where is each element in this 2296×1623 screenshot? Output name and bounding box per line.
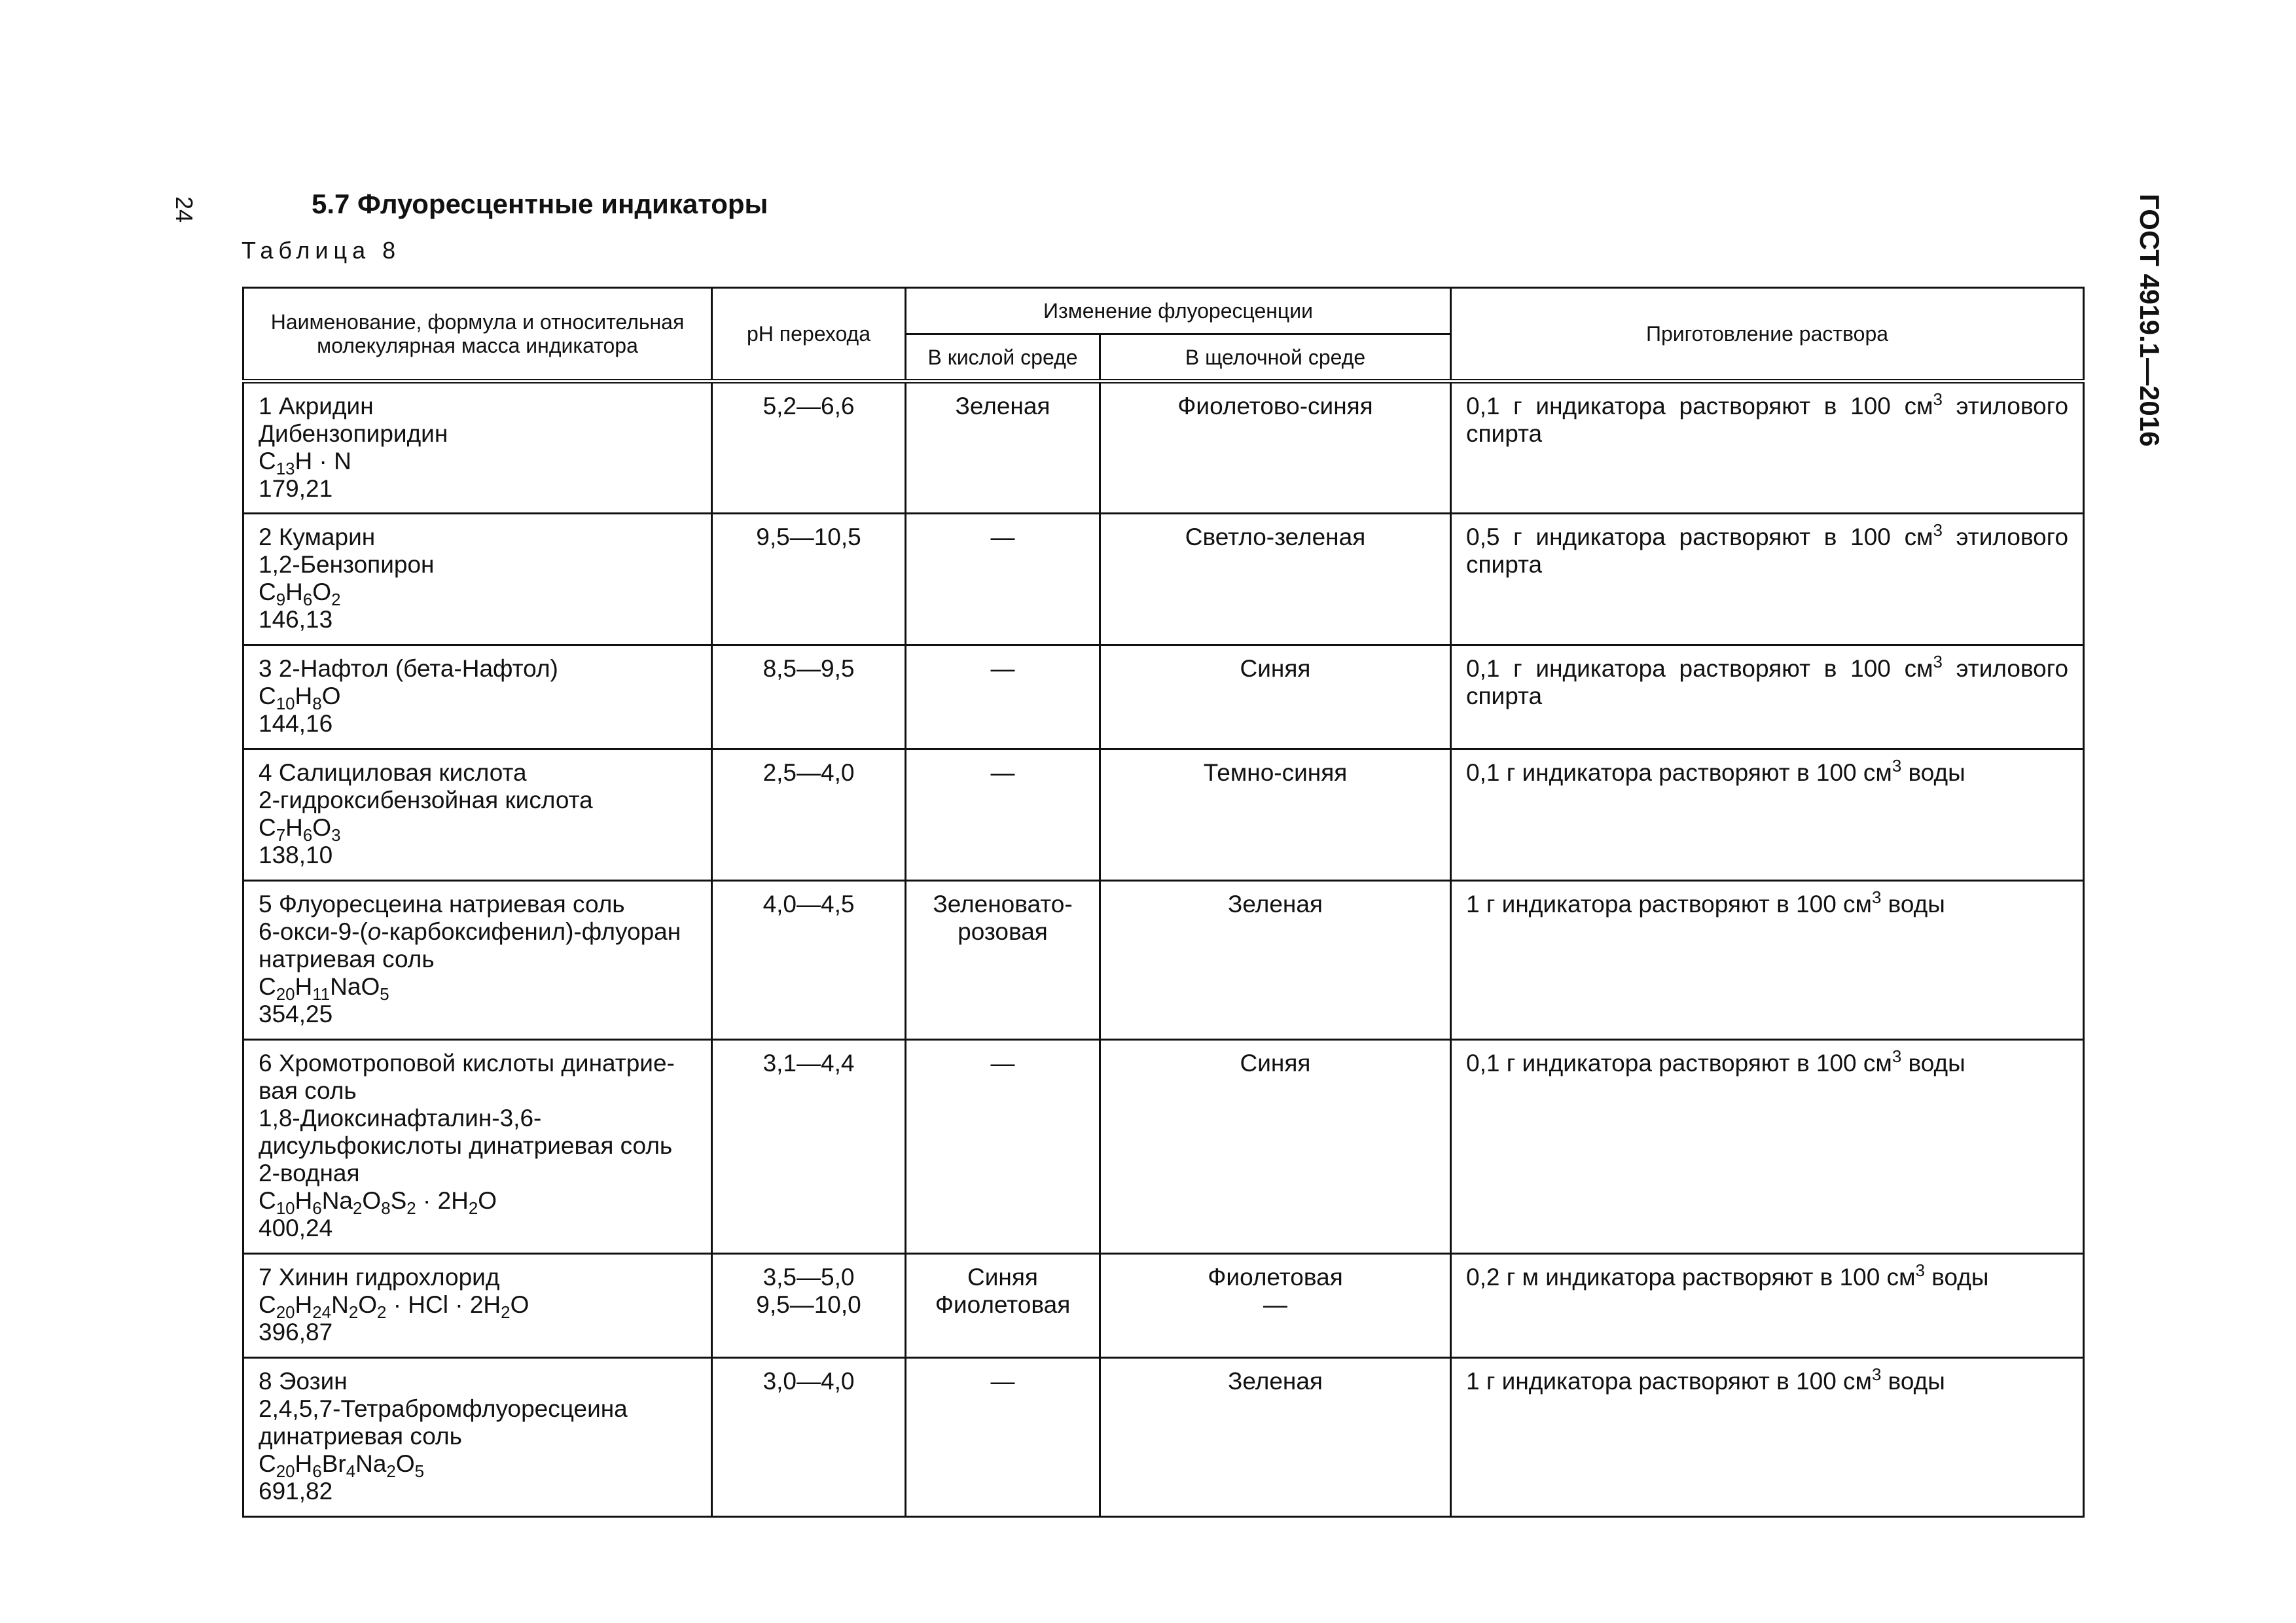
acid-cell: — bbox=[906, 749, 1100, 881]
indicator-formula: $C_{20}H_{24}N_2O_2$ · HCl · $2H_2O$ bbox=[259, 1291, 529, 1322]
indicator-formula: $C_{20}H_{11}NaO_5$ bbox=[259, 973, 389, 1004]
header-preparation: Приготовление раствора bbox=[1451, 288, 2084, 382]
indicator-synonym: натриевая соль bbox=[259, 946, 435, 972]
table-row bbox=[243, 382, 2084, 514]
preparation-cell: 0,1 г индикатора растворяют в 100 $см^3$ воды bbox=[1451, 749, 2084, 881]
acid-cell: — bbox=[906, 1358, 1100, 1517]
indicators-table bbox=[242, 287, 2085, 1518]
indicator-mass: 144,16 bbox=[259, 710, 333, 737]
alkaline-cell: Зеленая bbox=[1100, 881, 1451, 1040]
ph-cell: 5,2—6,6 bbox=[712, 382, 906, 514]
page-number: 24 bbox=[171, 196, 198, 223]
indicator-name-cell bbox=[243, 749, 712, 881]
table-caption: Таблица 8 bbox=[242, 237, 401, 264]
alkaline-cell: Синяя bbox=[1100, 645, 1451, 749]
acid-cell: Синяя Фиолетовая bbox=[906, 1254, 1100, 1358]
indicator-mass: 354,25 bbox=[259, 1001, 333, 1027]
ph-cell: 2,5—4,0 bbox=[712, 749, 906, 881]
indicator-name: 2 Кумарин bbox=[259, 524, 376, 550]
indicator-name-cell bbox=[243, 645, 712, 749]
indicator-formula: $C_{10}H_6Na_2O_8S_2 \cdot 2H_2O$ bbox=[259, 1187, 497, 1218]
indicator-synonym: 2-гидроксибензойная кислота bbox=[259, 787, 593, 813]
table-row bbox=[243, 645, 2084, 749]
indicator-mass: 146,13 bbox=[259, 606, 333, 633]
indicator-synonym: 2-водная bbox=[259, 1160, 360, 1186]
indicator-synonym: 1,8-Диоксинафталин-3,6- bbox=[259, 1105, 542, 1132]
ph-cell: 3,0—4,0 bbox=[712, 1358, 906, 1517]
indicator-formula: $C_7H_6O_3$ bbox=[259, 814, 341, 845]
indicator-name: 4 Салициловая кислота bbox=[259, 759, 527, 786]
acid-cell: — bbox=[906, 645, 1100, 749]
indicator-mass: 396,87 bbox=[259, 1319, 333, 1346]
ph-cell: 3,5—5,0 9,5—10,0 bbox=[712, 1254, 906, 1358]
document-code: ГОСТ 4919.1—2016 bbox=[2134, 194, 2165, 447]
indicator-name: 7 Хинин гидрохлорид bbox=[259, 1264, 500, 1291]
alkaline-cell: Фиолетово-синяя bbox=[1100, 382, 1451, 514]
indicator-name: 8 Эозин bbox=[259, 1368, 348, 1395]
section-title: 5.7 Флуоресцентные индикаторы bbox=[312, 188, 768, 219]
indicator-name-cell bbox=[243, 881, 712, 1040]
indicator-name-cell bbox=[243, 382, 712, 514]
indicator-name-cell bbox=[243, 1254, 712, 1358]
acid-cell: Зеленовато- розовая bbox=[906, 881, 1100, 1040]
indicator-name: 3 2-Нафтол (бета-Нафтол) bbox=[259, 655, 558, 682]
indicator-formula: $C_{10}H_8O$ bbox=[259, 683, 341, 713]
acid-cell: — bbox=[906, 514, 1100, 645]
table-row bbox=[243, 881, 2084, 1040]
header-ph: pH перехода bbox=[712, 288, 906, 382]
preparation-cell: 0,1 г индикатора растворяют в 100 $см^3$ воды bbox=[1451, 1040, 2084, 1254]
indicator-synonym: 6-окси-9-(о-карбоксифенил)-флуоран bbox=[259, 918, 681, 945]
table-row bbox=[243, 1358, 2084, 1517]
table-row bbox=[243, 1040, 2084, 1254]
ph-cell: 3,1—4,4 bbox=[712, 1040, 906, 1254]
indicator-formula: $C_{20}H_6Br_4Na_2O_5$ bbox=[259, 1450, 424, 1481]
indicator-name-cell bbox=[243, 1040, 712, 1254]
indicator-formula: $C_9H_6O_2$ bbox=[259, 579, 341, 609]
indicator-mass: 691,82 bbox=[259, 1478, 333, 1505]
indicator-name-cell bbox=[243, 514, 712, 645]
alkaline-cell: Светло-зеленая bbox=[1100, 514, 1451, 645]
header-acid: В кислой среде bbox=[906, 334, 1100, 382]
acid-cell: Зеленая bbox=[906, 382, 1100, 514]
preparation-cell: 1 г индикатора растворяют в 100 $см^3$ воды bbox=[1451, 881, 2084, 1040]
indicator-synonym: динатриевая соль bbox=[259, 1423, 462, 1450]
ph-cell: 9,5—10,5 bbox=[712, 514, 906, 645]
alkaline-cell: Фиолетовая — bbox=[1100, 1254, 1451, 1358]
indicator-name-cell bbox=[243, 1358, 712, 1517]
ph-cell: 4,0—4,5 bbox=[712, 881, 906, 1040]
preparation-cell: 0,5 г индикатора растворяют в 100 $см^3$ этилового спирта bbox=[1451, 514, 2084, 645]
alkaline-cell: Зеленая bbox=[1100, 1358, 1451, 1517]
indicator-synonym: Дибензопиридин bbox=[259, 420, 448, 447]
acid-cell: — bbox=[906, 1040, 1100, 1254]
indicator-mass: 138,10 bbox=[259, 842, 333, 868]
header-name: Наименование, формула и относительная молекулярная масса индикатора bbox=[243, 288, 712, 382]
header-fluorescence-change: Изменение флуоресценции bbox=[906, 288, 1451, 334]
indicator-synonym: 1,2-Бензопирон bbox=[259, 551, 435, 578]
preparation-cell: 0,2 г м индикатора растворяют в 100 $см^3$ воды bbox=[1451, 1254, 2084, 1358]
preparation-cell: 1 г индикатора растворяют в 100 $см^3$ воды bbox=[1451, 1358, 2084, 1517]
ph-cell: 8,5—9,5 bbox=[712, 645, 906, 749]
indicator-formula: $C_{13}H \cdot N$ bbox=[259, 448, 351, 478]
indicator-synonym: дисульфокислоты динатриевая соль bbox=[259, 1132, 673, 1159]
preparation-cell: 0,1 г индикатора растворяют в 100 $см^3$ этилового спирта bbox=[1451, 645, 2084, 749]
table-row bbox=[243, 1254, 2084, 1358]
alkaline-cell: Синяя bbox=[1100, 1040, 1451, 1254]
indicator-name: вая соль bbox=[259, 1077, 357, 1104]
table-row bbox=[243, 514, 2084, 645]
indicator-synonym: 2,4,5,7-Тетрабромфлуоресцеина bbox=[259, 1395, 628, 1422]
header-alkaline: В щелочной среде bbox=[1100, 334, 1451, 382]
indicator-mass: 400,24 bbox=[259, 1215, 333, 1241]
table-row bbox=[243, 749, 2084, 881]
preparation-cell: 0,1 г индикатора растворяют в 100 $см^3$ этилового спирта bbox=[1451, 382, 2084, 514]
indicator-name: 1 Акридин bbox=[259, 393, 374, 419]
indicator-name: 6 Хромотроповой кислоты динатрие- bbox=[259, 1050, 675, 1077]
indicator-name: 5 Флуоресцеина натриевая соль bbox=[259, 891, 625, 918]
indicator-mass: 179,21 bbox=[259, 475, 333, 502]
alkaline-cell: Темно-синяя bbox=[1100, 749, 1451, 881]
